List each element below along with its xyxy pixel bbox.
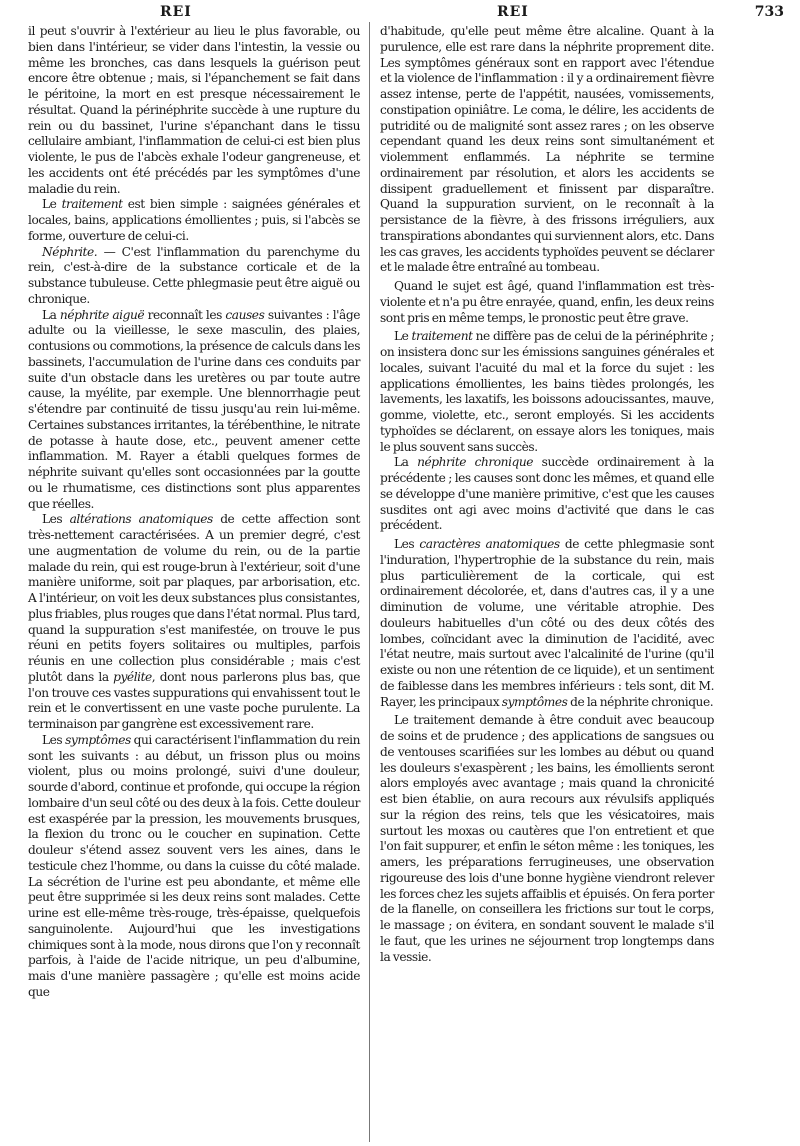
paragraph: Les symptômes qui caractérisent l'inflammation du rein sont les suivants : au début, un frisson plus ou moins violent, plus ou moins prolongé, suivi d'une douleur, sourde d'abord, continue et profonde, qui occupe la région lombaire d'un seul côté ou des deux à la fois. Cette douleur est exaspérée par la pression, les mouvements brusques, la flexion du tronc ou le coucher en supination. Cette douleur s'étend assez souvent vers les aines, dans le testicule chez l'homme, ou dans la cuisse du côté malade. La sécrétion de l'urine est peu abondante, et même elle peut être supprimée si les deux reins sont malades. Cette urine est elle-même très-rouge, très-épaisse, quelquefois sanguinolente. Aujourd'hui que les investigations chimiques sont à la mode, nous dirons que l'on y reconnaît parfois, à l'aide de l'acide nitrique, un peu d'albumine, mais d'une manière passagère ; qu'elle est moins acide que (28, 732, 360, 999)
paragraph: il peut s'ouvrir à l'extérieur au lieu le plus favorable, ou bien dans l'intérieur, se vider dans l'intestin, la vessie ou même les bronches, cas dans lesquels la guérison peut encore être obtenue ; mais, si l'épanchement se fait dans le péritoine, la mort en est presque nécessairement le résultat. Quand la périnéphrite succède à une rupture du rein ou du bassinet, l'urine s'épanchant dans le tissu cellulaire ambiant, l'inflammation de celui-ci est bien plus violente, le pus de l'abcès exhale l'odeur gangreneuse, et les accidents ont été précédés par les symptômes d'une maladie du rein. (28, 24, 360, 196)
paragraph: La néphrite chronique succède ordinairement à la précédente ; les causes sont donc les mêmes, et quand elle se développe d'une manière primitive, c'est que les causes susdites ont agi avec moins d'activité que dans le cas précédent. (380, 455, 714, 533)
paragraph: Le traitement ne diffère pas de celui de la périnéphrite ; on insistera donc sur les émissions sanguines générales et locales, suivant l'acuité du mal et la force du sujet : les applications émollientes, les bains tièdes prolongés, les lavements, les laxatifs, les boissons adoucissantes, mauve, gomme, violette, etc., seront employés. Si les accidents typhoïdes se déclarent, on essaye alors les toniques, mais le plus souvent sans succès. (380, 329, 715, 454)
paragraph: La néphrite aiguë reconnaît les causes suivantes : l'âge adulte ou la vieillesse, le sexe masculin, des plaies, contusions ou commotions, la présence de calculs dans les bassinets, l'accumulation de l'urine dans ces conduits par suite d'un obstacle dans les uretères ou par toute autre cause, la myélite, par exemple. Une blennorrhagie peut s'étendre par continuité de tissu jusqu'au rein lui-même. Certaines substances irritantes, la térébenthine, le nitrate de potasse à haute dose, etc., peuvent amener cette inflammation. M. Rayer a établi quelques formes de néphrite suivant qu'elles sont occasionnées par la goutte ou le rhumatisme, ces distinctions sont plus apparentes que réelles. (28, 307, 360, 511)
paragraph: Les altérations anatomiques de cette affection sont très-nettement caractérisées. A un premier degré, c'est une augmentation de volume du rein, ou de la partie malade du rein, qui est rouge-brun à l'extérieur, soit d'une manière uniforme, soit par plaques, par arborisation, etc. A l'intérieur, on voit les deux substances plus consistantes, plus friables, plus rouges que dans l'état normal. Plus tard, quand la suppuration s'est manifestée, on trouve le pus réuni en petits foyers solitaires ou multiples, parfois réunis en une collection plus considérable ; mais c'est plutôt dans la pyélite, dont nous parlerons plus bas, que l'on trouve ces vastes suppurations qui envahissent tout le rein et le convertissent en une vaste poche purulente. La terminaison par gangrène est excessivement rare. (28, 512, 360, 731)
left-running-head: REI (160, 4, 192, 20)
paragraph: Quand le sujet est âgé, quand l'inflammation est très-violente et n'a pu être enrayée, quand, enfin, les deux reins sont pris en même temps, le pronostic peut être grave. (380, 279, 714, 325)
paragraph: Le traitement est bien simple : saignées générales et locales, bains, applications émollientes ; puis, si l'abcès se forme, ouverture de celui-ci. (28, 197, 361, 243)
paragraph: Les caractères anatomiques de cette phlegmasie sont l'induration, l'hypertrophie de la substance du rein, mais plus particulièrement de la corticale, qui est ordinairement décolorée, et, dans d'autres cas, il y a une diminution de volume, une véritable atrophie. Des douleurs habituelles d'un côté ou des deux côtés des lombes, coïncidant avec la diminution de l'acidité, avec l'état neutre, mais surtout avec l'alcalinité de l'urine (qu'il existe ou non une rétention de ce liquide), et un sentiment de faiblesse dans les membres inférieurs : tels sont, dit M. Rayer, les principaux symptômes de la néphrite chronique. (380, 537, 714, 709)
article-heading: Néphrite. (42, 244, 98, 259)
right-column (380, 24, 714, 965)
page-number: 733 (754, 4, 784, 20)
right-running-head: REI (497, 4, 529, 20)
left-column (28, 24, 360, 1001)
column-divider (369, 22, 370, 1142)
paragraph: Le traitement demande à être conduit avec beaucoup de soins et de prudence ; des applications de sangsues ou de ventouses scarifiées sur les lombes au début ou quand les douleurs s'exaspèrent ; les bains, les émollients seront alors employés avec avantage ; mais quand la chronicité est bien établie, on aura recours aux révulsifs appliqués sur la région des reins, tels que les vésicatoires, mais surtout les moxas ou cautères que l'on entretient et que l'on fait suppurer, et enfin le séton même : les toniques, les amers, les préparations ferrugineuses, une observation rigoureuse des lois d'une bonne hygiène viendront relever les forces chez les sujets affaiblis et épuisés. On fera porter de la flanelle, on conseillera les frictions sur tout le corps, le massage ; on évitera, en sondant souvent le malade s'il le faut, que les urines ne séjournent trop longtemps dans la vessie. (380, 713, 714, 964)
paragraph: Néphrite. — C'est l'inflammation du parenchyme du rein, c'est-à-dire de la substance corticale et de la substance tubuleuse. Cette phlegmasie peut être aiguë ou chronique. (28, 244, 360, 306)
paragraph: d'habitude, qu'elle peut même être alcaline. Quant à la purulence, elle est rare dans la néphrite proprement dite. Les symptômes généraux sont en rapport avec l'étendue et la violence de l'inflammation : il y a ordinairement fièvre assez intense, perte de l'appétit, nausées, vomissements, constipation opiniâtre. Le coma, le délire, les accidents de putridité ou de malignité sont assez rares ; on les observe cependant quand les deux reins sont simultanément et violemment enflammés. La néphrite se termine ordinairement par résolution, et alors les accidents se dissipent graduellement et finissent par disparaître. Quand la suppuration survient, on le reconnaît à la persistance de la fièvre, à des frissons irréguliers, aux transpirations abondantes qui surviennent alors, etc. Dans les cas graves, les accidents typhoïdes peuvent se déclarer et le malade être entraîné au tombeau. (380, 24, 714, 275)
